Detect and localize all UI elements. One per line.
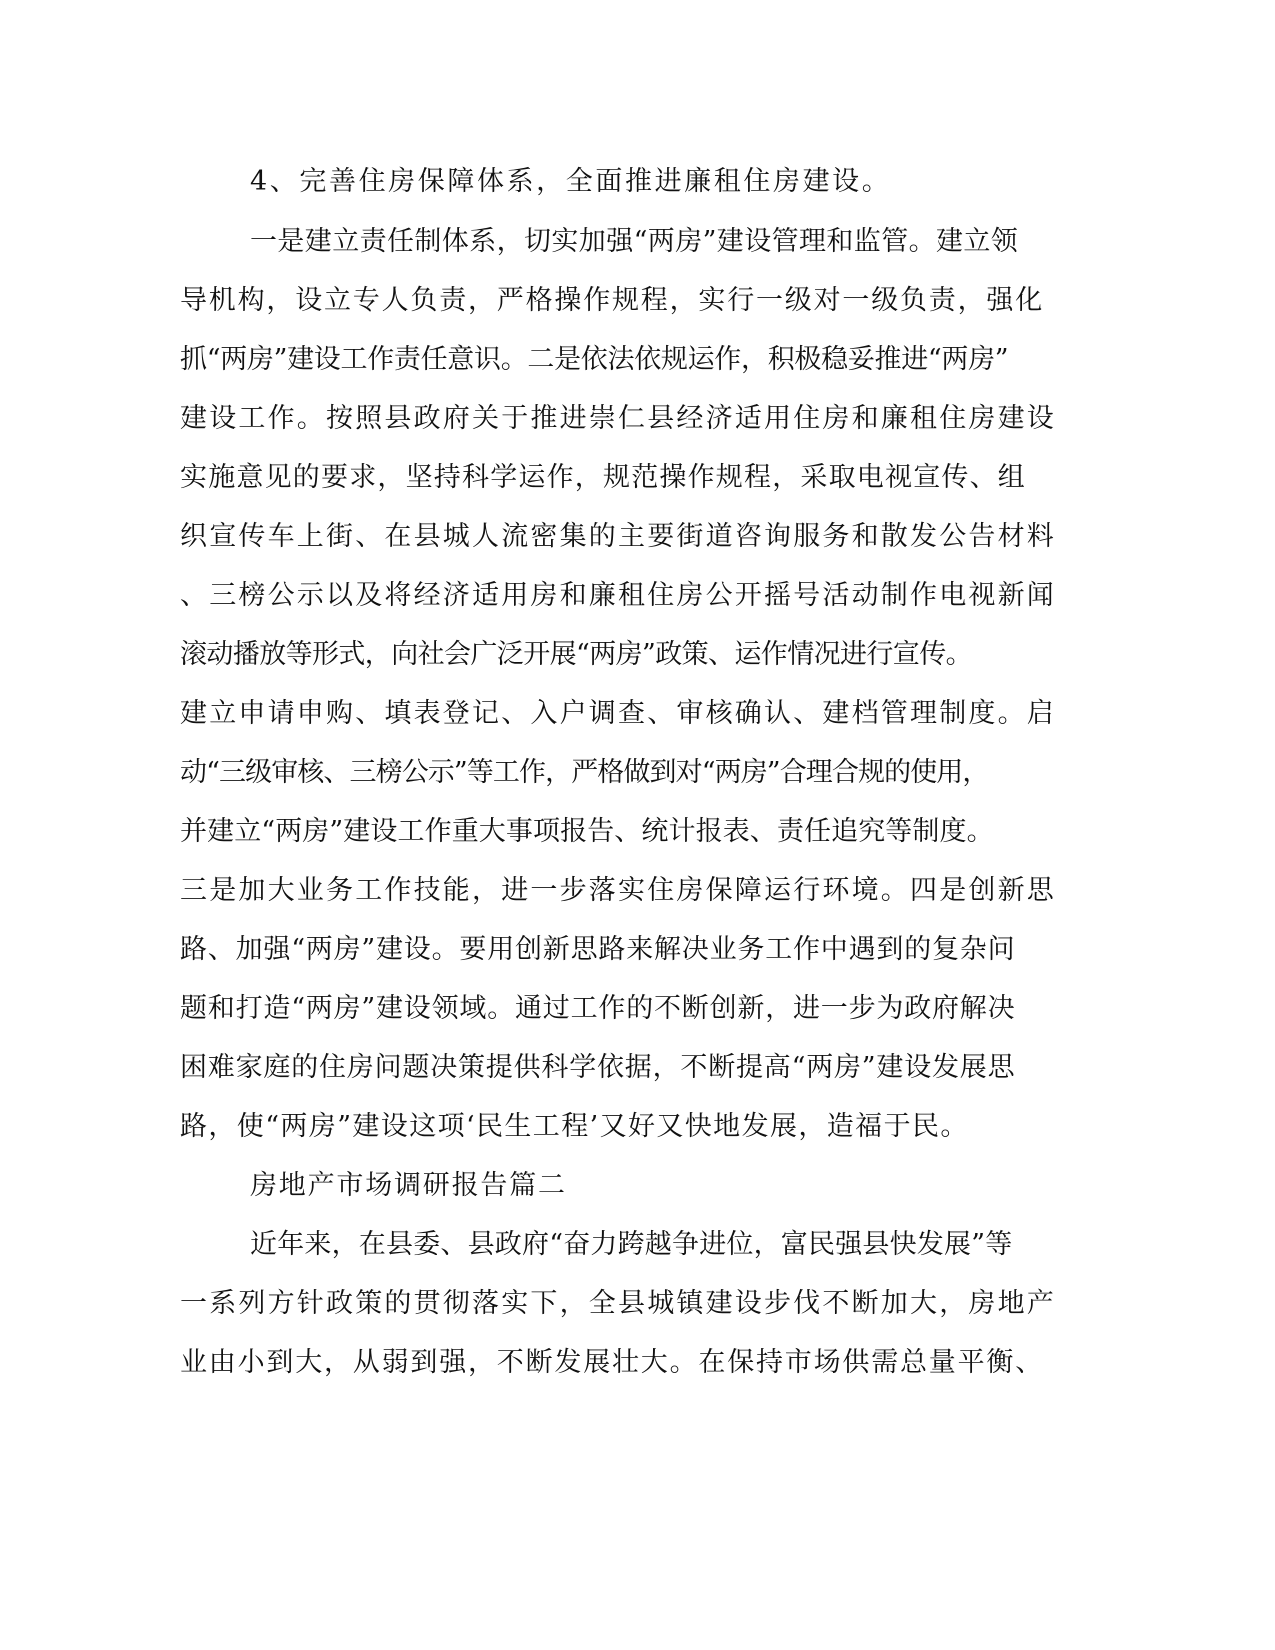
paragraph-line: 导机构，设立专人负责，严格操作规程，实行一级对一级负责，强化 — [180, 285, 1044, 316]
paragraph-line: 困难家庭的住房问题决策提供科学依据，不断提高“两房”建设发展思 — [180, 1052, 1016, 1083]
paragraph-line: 题和打造“两房”建设领域。通过工作的不断创新，进一步为政府解决 — [180, 993, 1016, 1024]
section-heading: 房地产市场调研报告篇二 — [250, 1170, 567, 1201]
paragraph-line: 抓“两房”建设工作责任意识。二是依法依规运作，积极稳妥推进“两房” — [180, 344, 1009, 375]
paragraph-line: 业由小到大，从弱到强，不断发展壮大。在保持市场供需总量平衡、 — [180, 1347, 1044, 1378]
paragraph-line: 、三榜公示以及将经济适用房和廉租住房公开摇号活动制作电视新闻 — [180, 580, 1056, 611]
paragraph-line: 滚动播放等形式，向社会广泛开展“两房”政策、运作情况进行宣传。 — [180, 639, 973, 670]
paragraph-line: 路、加强“两房”建设。要用创新思路来解决业务工作中遇到的复杂问 — [180, 934, 1016, 965]
paragraph-line: 并建立“两房”建设工作重大事项报告、统计报表、责任追究等制度。 — [180, 816, 994, 847]
paragraph-line: 近年来，在县委、县政府“奋力跨越争进位，富民强县快发展”等 — [250, 1229, 1013, 1260]
paragraph-line: 路，使“两房”建设这项‘民生工程’又好又快地发展，造福于民。 — [180, 1111, 969, 1142]
paragraph-line: 一是建立责任制体系，切实加强“两房”建设管理和监管。建立领 — [250, 226, 1019, 257]
paragraph-line: 织宣传车上街、在县城人流密集的主要街道咨询服务和散发公告材料 — [180, 521, 1056, 552]
paragraph-line: 动“三级审核、三榜公示”等工作，严格做到对“两房”合理合规的使用， — [180, 757, 989, 788]
paragraph-line: 三是加大业务工作技能，进一步落实住房保障运行环境。四是创新思 — [180, 875, 1056, 906]
paragraph-line: 实施意见的要求，坚持科学运作，规范操作规程，采取电视宣传、组 — [180, 462, 1026, 493]
section-heading: 4、完善住房保障体系，全面推进廉租住房建设。 — [250, 166, 892, 197]
paragraph-line: 建设工作。按照县政府关于推进崇仁县经济适用住房和廉租住房建设 — [180, 403, 1056, 434]
paragraph-line: 一系列方针政策的贯彻落实下，全县城镇建设步伐不断加大，房地产 — [180, 1288, 1056, 1319]
paragraph-line: 建立申请申购、填表登记、入户调查、审核确认、建档管理制度。启 — [180, 698, 1056, 729]
